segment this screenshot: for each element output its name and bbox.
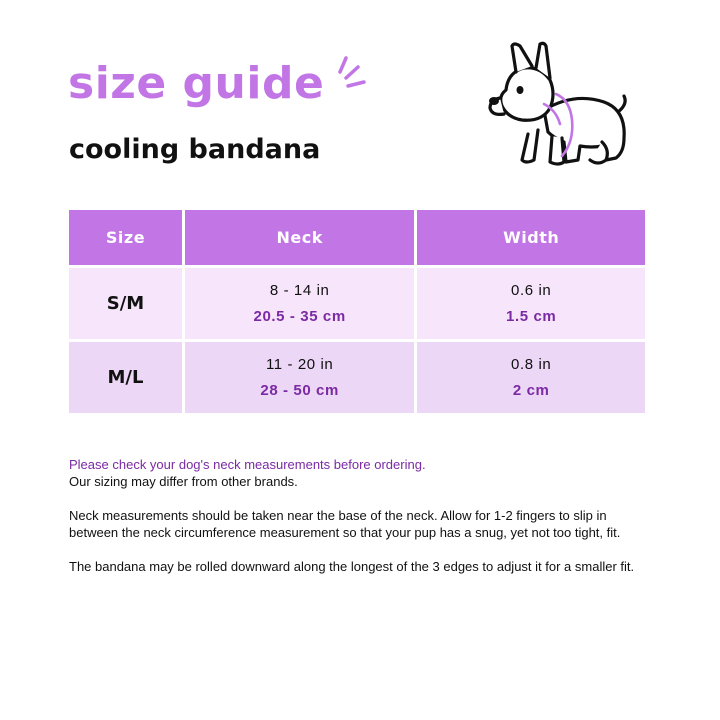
adjustment-tip: The bandana may be rolled downward along the longest of the 3 edges to adjust it for a smaller fit. — [69, 559, 635, 574]
sparkle-icon — [334, 54, 370, 94]
table-row — [69, 342, 645, 413]
column-header-size: Size — [69, 210, 182, 265]
measurement-instructions: Neck measurements should be taken near the base of the neck. Allow for 1-2 fingers to slip in between the neck circumference measurement so that your pup has a snug, yet not too tight, fit. — [69, 508, 621, 540]
sizing-disclaimer: Our sizing may differ from other brands. — [69, 474, 298, 489]
measurement-reminder: Please check your dog's neck measurements before ordering. — [69, 457, 426, 472]
neck-centimeters: 28 - 50 cm — [260, 382, 339, 399]
neck-inches: 11 - 20 in — [265, 356, 334, 373]
width-cell — [417, 268, 645, 339]
width-inches: 0.8 in — [511, 356, 552, 373]
size-table — [66, 207, 648, 416]
width-inches: 0.6 in — [511, 282, 552, 299]
size-cell: M/L — [69, 342, 182, 413]
neck-cell — [185, 342, 414, 413]
sizing-notes — [69, 456, 659, 592]
dog-illustration — [478, 38, 638, 178]
width-centimeters: 1.5 cm — [506, 308, 557, 325]
neck-inches: 8 - 14 in — [269, 282, 330, 299]
page-subtitle: cooling bandana — [69, 134, 321, 165]
width-cell — [417, 342, 645, 413]
neck-cell — [185, 268, 414, 339]
table-row — [69, 268, 645, 339]
column-header-width: Width — [417, 210, 645, 265]
width-centimeters: 2 cm — [512, 382, 550, 399]
table-header-row — [69, 210, 645, 265]
size-cell: S/M — [69, 268, 182, 339]
column-header-neck: Neck — [185, 210, 414, 265]
neck-centimeters: 20.5 - 35 cm — [253, 308, 346, 325]
page-title: size guide — [68, 58, 325, 109]
